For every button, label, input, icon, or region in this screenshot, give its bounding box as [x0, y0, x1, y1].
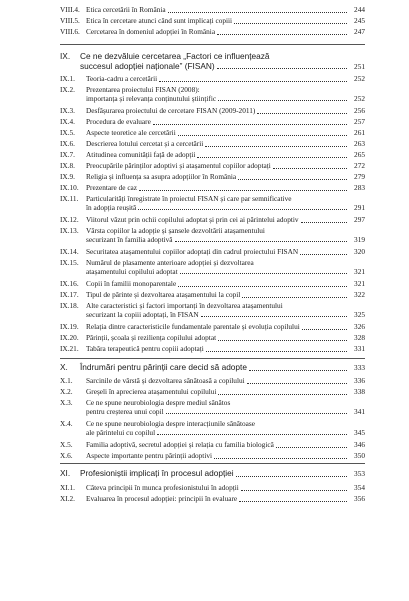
- dot-leader: [139, 189, 347, 191]
- toc-entry-number: IX.6.: [60, 139, 75, 148]
- toc-entry[interactable]: [60, 140, 365, 149]
- toc-entry-title: importanța și relevanța conținutului științific: [86, 93, 217, 103]
- toc-entry-number: IX.10.: [60, 183, 79, 192]
- toc-entry-title: în adopția reușită: [86, 202, 137, 212]
- toc-entry-title: Etica în cercetare atunci când sunt implicați copiii: [86, 16, 233, 25]
- toc-entry-number: X.4.: [60, 419, 73, 428]
- dot-leader: [218, 339, 347, 341]
- toc-entry[interactable]: [60, 399, 365, 416]
- toc-entry[interactable]: [60, 86, 365, 103]
- toc-entry-title: atașamentului copilului adoptat: [86, 266, 178, 276]
- toc-page-number: 321: [354, 279, 365, 288]
- toc-entry[interactable]: [60, 129, 365, 138]
- toc-entry[interactable]: [60, 184, 365, 193]
- toc-page-number: 331: [354, 344, 365, 353]
- toc-entry-number: IX.13.: [60, 226, 79, 235]
- toc-page-number: 256: [354, 106, 365, 115]
- toc-page-number: 321: [354, 266, 365, 276]
- toc-entry[interactable]: [60, 162, 365, 171]
- toc-entry-number: IX.: [60, 51, 71, 61]
- toc-entry-number: IX.14.: [60, 247, 79, 256]
- toc-entry[interactable]: [60, 259, 365, 276]
- toc-entry-title: Particularități înregistrate în proiectul FISAN și care par semnificative: [86, 194, 292, 203]
- toc-entry-title: Îndrumări pentru părinții care decid să adopte: [80, 362, 247, 372]
- toc-entry-title: Cercetarea în domeniul adopției în România: [86, 27, 216, 36]
- toc-page-number: 346: [354, 440, 365, 449]
- toc-entry[interactable]: [60, 173, 365, 182]
- toc-chapter-entry[interactable]: [60, 469, 365, 479]
- dot-leader: [257, 112, 347, 114]
- dot-leader: [236, 475, 347, 477]
- toc-entry-number: IX.4.: [60, 117, 75, 126]
- toc-entry[interactable]: [60, 323, 365, 332]
- section-divider: [60, 358, 365, 359]
- dot-leader: [249, 369, 347, 371]
- toc-entry[interactable]: [60, 75, 365, 84]
- toc-entry-title: Teoria-cadru a cercetării: [86, 74, 158, 83]
- toc-entry[interactable]: [60, 377, 365, 386]
- dot-leader: [273, 167, 347, 169]
- toc-entry-title: Vârsta copiilor la adopție și șansele dezvoltării atașamentului: [86, 226, 265, 235]
- toc-entry-title: Etica cercetării în România: [86, 5, 166, 14]
- section-divider: [60, 44, 365, 45]
- toc-entry-title: Descrierea lotului cercetat și a cercetării: [86, 139, 204, 148]
- toc-page-number: 326: [354, 322, 365, 331]
- toc-entry[interactable]: [60, 216, 365, 225]
- toc-entry-number: IX.15.: [60, 258, 79, 267]
- dot-leader: [238, 178, 347, 180]
- toc-entry[interactable]: [60, 484, 365, 493]
- toc-entry[interactable]: [60, 280, 365, 289]
- toc-entry-title: Procedura de evaluare: [86, 117, 151, 126]
- toc-page-number: 354: [354, 483, 365, 492]
- dot-leader: [138, 208, 347, 210]
- toc-page-number: 320: [354, 247, 365, 256]
- dot-leader: [218, 99, 347, 101]
- toc-entry[interactable]: [60, 195, 365, 212]
- toc-entry-title: Securitatea atașamentului copiilor adoptați din cadrul proiectului FISAN: [86, 247, 299, 256]
- dot-leader: [239, 500, 347, 502]
- toc-entry[interactable]: [60, 107, 365, 116]
- toc-page-number: 338: [354, 387, 365, 396]
- toc-entry[interactable]: [60, 291, 365, 300]
- toc-entry-number: IX.2.: [60, 85, 75, 94]
- toc-entry-title: Sarcinile de vârstă și dezvoltarea sănătoasă a copilului: [86, 376, 245, 385]
- dot-leader: [168, 11, 347, 13]
- toc-page-number: 244: [354, 5, 365, 14]
- toc-entry[interactable]: [60, 420, 365, 437]
- dot-leader: [180, 272, 347, 274]
- dot-leader: [302, 328, 347, 330]
- toc-entry-number: IX.12.: [60, 215, 79, 224]
- dot-leader: [218, 393, 347, 395]
- toc-entry-title: succesul adopției naționale” (FISAN): [80, 60, 215, 71]
- toc-entry-title: Ce ne spune neurobiologia despre interacțiunile sănătoase: [86, 419, 255, 428]
- toc-entry-number: XI.2.: [60, 494, 75, 503]
- dot-leader: [300, 253, 347, 255]
- dot-leader: [276, 446, 347, 448]
- toc-entry-title: Copii în familii monoparentale: [86, 279, 177, 288]
- toc-entry-number: IX.7.: [60, 150, 75, 159]
- toc-entry-title: Alte caracteristici și factori importanți în dezvoltarea atașamentului: [86, 301, 283, 310]
- dot-leader: [217, 67, 347, 69]
- toc-page-number: 333: [354, 363, 365, 372]
- toc-entry[interactable]: [60, 302, 365, 319]
- toc-entry-number: VIII.4.: [60, 5, 80, 14]
- toc-entry-number: X.1.: [60, 376, 73, 385]
- toc-page-number: 265: [354, 150, 365, 159]
- toc-page-number: 252: [354, 74, 365, 83]
- toc-page-number: 353: [354, 469, 365, 478]
- toc-page-number: 319: [354, 234, 365, 244]
- toc-entry-title: Greșeli în aprecierea atașamentului copilului: [86, 387, 217, 396]
- toc-page-number: 350: [354, 451, 365, 460]
- toc-entry-number: XI.: [60, 468, 71, 478]
- toc-page-number: 261: [354, 128, 365, 137]
- toc-entry-number: X.6.: [60, 451, 73, 460]
- dot-leader: [166, 412, 347, 414]
- toc-entry-title: Tabăra terapeutică pentru copiii adoptați: [86, 344, 204, 353]
- toc-page-number: 336: [354, 376, 365, 385]
- toc-page-number: 328: [354, 333, 365, 342]
- toc-entry-number: VIII.5.: [60, 16, 80, 25]
- toc-entry-title: Religia și influența sa asupra adopțiilor în România: [86, 172, 237, 181]
- toc-entry-number: X.3.: [60, 398, 73, 407]
- toc-chapter-entry[interactable]: [60, 52, 365, 71]
- dot-leader: [175, 240, 347, 242]
- toc-entry-title: Profesioniștii implicați în procesul adopției: [80, 468, 234, 478]
- toc-page-number: 322: [354, 290, 365, 299]
- toc-entry-number: IX.20.: [60, 333, 79, 342]
- toc-page-number: 252: [354, 93, 365, 103]
- toc-entry-title: securizant în familia adoptivă: [86, 234, 173, 244]
- toc-page-number: 325: [354, 309, 365, 319]
- toc-entry-title: Prezentarea proiectului FISAN (2008):: [86, 85, 200, 94]
- toc-entry-title: Părinții, școala și reziliența copilului adoptat: [86, 333, 217, 342]
- toc-entry-number: IX.16.: [60, 279, 79, 288]
- toc-page-number: 291: [354, 202, 365, 212]
- dot-leader: [217, 33, 347, 35]
- toc-page-number: 297: [354, 215, 365, 224]
- toc-entry-title: Ce ne dezvăluie cercetarea „Factori ce influențează: [80, 51, 270, 61]
- dot-leader: [201, 315, 347, 317]
- toc-entry[interactable]: [60, 441, 365, 450]
- toc-entry-title: Câteva principii în munca profesionistului în adopții: [86, 483, 239, 492]
- dot-leader: [178, 134, 347, 136]
- toc-entry-number: IX.11.: [60, 194, 79, 203]
- dot-leader: [157, 433, 347, 435]
- toc-entry[interactable]: [60, 28, 365, 37]
- toc-entry-title: Tipul de părinte și dezvoltarea atașamentului la copil: [86, 290, 241, 299]
- toc-page-number: 257: [354, 117, 365, 126]
- toc-entry-number: X.5.: [60, 440, 73, 449]
- toc-entry-number: XI.1.: [60, 483, 75, 492]
- toc-entry-number: IX.21.: [60, 344, 79, 353]
- toc-entry-number: X.: [60, 362, 68, 372]
- dot-leader: [197, 156, 347, 158]
- toc-entry-title: Ce ne spune neurobiologia despre mediul sănătos: [86, 398, 231, 407]
- toc-entry[interactable]: [60, 227, 365, 244]
- toc-chapter-entry[interactable]: [60, 363, 365, 373]
- toc-entry-number: IX.5.: [60, 128, 75, 137]
- dot-leader: [205, 145, 347, 147]
- toc-entry[interactable]: [60, 452, 365, 461]
- toc-entry[interactable]: [60, 118, 365, 127]
- toc-page-number: 356: [354, 494, 365, 503]
- toc-entry-number: VIII.6.: [60, 27, 80, 36]
- dot-leader: [159, 80, 347, 82]
- toc-page-number: 341: [354, 406, 365, 416]
- toc-page-number: 272: [354, 161, 365, 170]
- toc-entry-title: Aspecte importante pentru părinții adoptivi: [86, 451, 213, 460]
- toc-entry-title: Preocupările părinților adoptivi și atașamentul copiilor adoptați: [86, 161, 271, 170]
- dot-leader: [234, 22, 347, 24]
- toc-entry-title: Atitudinea comunității față de adopții: [86, 150, 196, 159]
- toc-entry-title: securizant la copiii adoptați, în FISAN: [86, 309, 199, 319]
- toc-entry[interactable]: [60, 388, 365, 397]
- toc-entry-title: Viitorul văzut prin ochii copilului adoptat și prin cei ai părintelui adoptiv: [86, 215, 299, 224]
- toc-entry-title: Familia adoptivă, secretul adopției și relația cu familia biologică: [86, 440, 274, 449]
- toc-page-number: 345: [354, 427, 365, 437]
- dot-leader: [301, 221, 347, 223]
- dot-leader: [214, 457, 347, 459]
- dot-leader: [247, 382, 347, 384]
- toc-entry-title: Aspecte teoretice ale cercetării: [86, 128, 176, 137]
- toc-page-number: 245: [354, 16, 365, 25]
- dot-leader: [206, 350, 347, 352]
- section-divider: [60, 463, 365, 464]
- toc-entry-number: IX.17.: [60, 290, 79, 299]
- dot-leader: [242, 296, 347, 298]
- dot-leader: [241, 489, 347, 491]
- toc-entry-number: IX.9.: [60, 172, 75, 181]
- toc-entry-title: Numărul de plasamente anterioare adopției și dezvoltarea: [86, 258, 254, 267]
- toc-page-number: 251: [354, 61, 365, 71]
- toc-entry-number: IX.19.: [60, 322, 79, 331]
- toc-entry-title: pentru creșterea unui copil: [86, 406, 164, 416]
- toc-entry[interactable]: [60, 495, 365, 504]
- toc-entry[interactable]: [60, 345, 365, 354]
- toc-entry-title: Evaluarea în procesul adopției: principii în evaluare: [86, 494, 238, 503]
- dot-leader: [153, 123, 347, 125]
- toc-entry-number: IX.8.: [60, 161, 75, 170]
- toc-entry-title: ale părintelui cu copilul: [86, 427, 156, 437]
- toc-entry[interactable]: [60, 17, 365, 26]
- toc-entry-number: IX.3.: [60, 106, 75, 115]
- toc-entry-number: IX.1.: [60, 74, 75, 83]
- toc-page-number: 263: [354, 139, 365, 148]
- toc-entry-title: Prezentare de caz: [86, 183, 138, 192]
- toc-entry[interactable]: [60, 334, 365, 343]
- toc-page-number: 283: [354, 183, 365, 192]
- toc-entry-number: IX.18.: [60, 301, 79, 310]
- toc-entry-number: X.2.: [60, 387, 73, 396]
- toc-entry[interactable]: [60, 151, 365, 160]
- toc-entry-title: Desfășurarea proiectului de cercetare FISAN (2009-2011): [86, 106, 256, 115]
- dot-leader: [178, 285, 347, 287]
- toc-page-number: 247: [354, 27, 365, 36]
- toc-entry[interactable]: [60, 6, 365, 15]
- toc-entry[interactable]: [60, 248, 365, 257]
- toc-page-number: 279: [354, 172, 365, 181]
- toc-entry-title: Relația dintre caracteristicile fundamentale parentale și evoluția copilului: [86, 322, 300, 331]
